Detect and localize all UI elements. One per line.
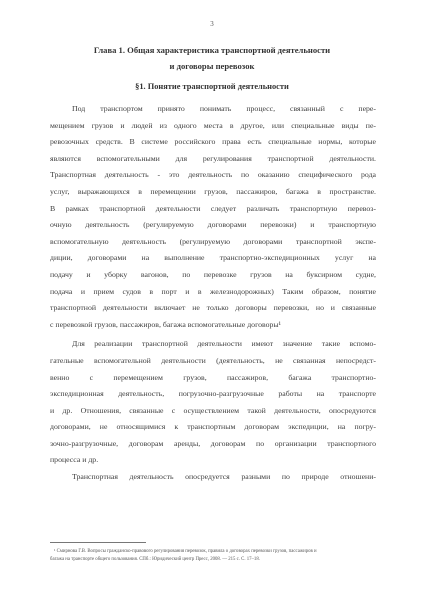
chapter-title [60,42,364,74]
text-line: являются вспомогательными для регулирования транспортной деятельности. [50,153,376,163]
text-line: зочно-разгрузочные, договорам аренды, договорам по организации транспортного [50,438,376,448]
text-line: венно с перемещением грузов, пассажиров, багажа транспортно- [50,372,376,382]
text-line: транспортной деятельности включает не только договоры перевозки, но и связанные [50,303,376,313]
footnote [50,548,376,563]
text-line: Для реализации транспортной деятельности имеют значение такие вспомо- [72,339,376,349]
text-line: Транспортная деятельность опосредуется разными по природе отношени- [72,472,376,482]
text-line: и др. Отношения, связанные с осуществлением такой деятельности, опосредуются [50,405,376,415]
text-line: подача и прием судов в порт и в железнодорожных) Таким образом, понятие [50,286,376,296]
text-line: диции, договорами на выполнение транспортно-экспедиционных услуг на [50,253,376,263]
page-number: 3 [210,20,214,28]
text-line: процесса и др. [50,455,99,465]
footnote-line: багажа на транспорте общего пользования. СПб.: Юридический центр Пресс, 2008. — 215 с. С. 17–18. [50,556,260,562]
chapter-title-line: и договоры перевозок [169,61,255,71]
text-line: В рамках транспортной деятельности следует различать транспортную перевоз- [50,203,376,213]
text-line: Транспортная деятельность - это деятельность по оказанию специфического рода [50,170,376,180]
text-line: вспомогательную деятельность (регулируемую договорами транспортной экспе- [50,236,376,246]
text-line: очную деятельность (регулируемую договорами перевозки) и транспортную [50,220,376,230]
text-line: мещением грузов и людей из одного места в другое, или специальные виды пе- [50,120,376,130]
footnote-separator [50,542,146,543]
text-line: договорами, не относящимися к транспортным договорам экспедиции, на погру- [50,422,376,432]
text-line: ревозочных средств. В системе российского права есть специальные нормы, которые [50,137,376,147]
section-title: §1. Понятие транспортной деятельности [135,82,289,91]
text-line: услуг, выражающихся в перемещении грузов, пассажиров, багажа в пространстве. [50,186,376,196]
chapter-title-line: Глава 1. Общая характеристика транспортной деятельности [93,45,331,55]
text-line: экспедиционная деятельность, погрузочно-разгрузочные работы на транспорте [50,389,376,399]
text-line: с перевозкой грузов, пассажиров, багажа вспомогательные договоры¹ [50,319,281,329]
text-line: Под транспортом принято понимать процесс, связанный с пере- [72,104,376,113]
footnote-line: ¹ Смирнова Г.В. Вопросы гражданско-правового регулирования перевозок, правила о договорах перевозки грузов, пассажиров и [54,549,317,554]
document-body [50,101,376,486]
text-line: гательные вспомогательной деятельности (деятельность, не связанная непосредст- [50,355,376,365]
text-line: подачу и уборку вагонов, по перевозке грузов на буксирном судне, [50,269,376,279]
